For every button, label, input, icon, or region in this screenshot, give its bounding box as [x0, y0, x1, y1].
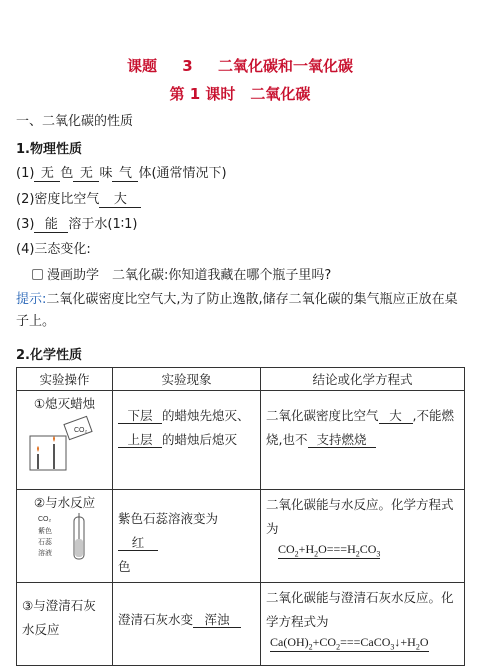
physical-item-4: (4)三态变化: [16, 242, 91, 257]
blank-turbid: 浑浊 [193, 613, 241, 628]
equation-water: $CO_2+H_2O===H_2CO_3$ [278, 542, 381, 559]
blank-greater: 大 [379, 409, 413, 424]
blank-colorless: 无 [34, 167, 60, 182]
table-row [17, 391, 465, 490]
conclusion-cell: 二氧化碳密度比空气 大 ,不能燃烧,也不 支持燃烧 [261, 391, 465, 490]
conclusion-cell: 二氧化碳能与水反应。化学方程式为 $CO_2+H_2O===H_2CO_3$ [261, 490, 465, 583]
blank-gas: 气 [112, 167, 138, 182]
operation-cell [17, 391, 113, 490]
comic-icon [32, 269, 43, 280]
svg-text:溶液: 溶液 [38, 550, 52, 557]
operation-label: ③与澄清石灰水反应 [22, 598, 96, 637]
lesson-number: 课题 3 [127, 57, 193, 75]
operation-label: ②与水反应 [33, 495, 96, 510]
blank-support-combustion: 支持燃烧 [308, 433, 376, 448]
table-row [17, 583, 465, 666]
co2-label: CO₂ [74, 427, 88, 434]
tip-box [16, 289, 464, 333]
svg-text:CO₂: CO₂ [38, 516, 52, 523]
blank-upper: 上层 [118, 433, 162, 448]
section-heading: 一、二氧化碳的性质 [16, 114, 134, 129]
table-header-row [17, 368, 465, 391]
phenomenon-cell: 紫色石蕊溶液变为红 色 [113, 490, 261, 583]
blank-solubility: 能 [34, 218, 68, 233]
conclusion-cell: 二氧化碳能与澄清石灰水反应。化学方程式为 $Ca(OH)_2+CO_2===CaCO_3↓+H_2O$ [261, 583, 465, 666]
chemical-heading: 2.化学性质 [16, 348, 82, 363]
svg-text:石蕊: 石蕊 [38, 539, 52, 546]
operation-cell [17, 490, 113, 583]
col-phenomenon: 实验现象 [113, 368, 261, 391]
table-row [17, 490, 465, 583]
phenomenon-cell: 澄清石灰水变 浑浊 [113, 583, 261, 666]
blank-odorless: 无 [73, 167, 99, 182]
physical-heading: 1.物理性质 [16, 142, 82, 157]
operation-cell [17, 583, 113, 666]
col-conclusion: 结论或化学方程式 [261, 368, 465, 391]
svg-text:紫色: 紫色 [38, 528, 52, 535]
sub-title: 第 1 课时 二氧化碳 [169, 85, 311, 103]
physical-item-1: (1) 无 色 无 味 气 体(通常情况下) [16, 166, 227, 181]
blank-lower: 下层 [118, 409, 162, 424]
physical-item-2: (2)密度比空气 大 [16, 188, 141, 208]
experiment-table [16, 367, 465, 666]
col-operation: 实验操作 [17, 368, 113, 391]
blank-density: 大 [99, 193, 141, 208]
blank-red: 红 [118, 536, 158, 551]
phenomenon-cell: 下层 的蜡烛先熄灭、 上层 的蜡烛后熄灭 [113, 391, 261, 490]
tip-label: 提示: [16, 292, 47, 307]
operation-label: ①熄灭蜡烛 [33, 396, 96, 411]
candle-beaker-illustration [22, 414, 102, 474]
lesson-name: 二氧化碳和一氧化碳 [217, 57, 353, 75]
comic-hint: 漫画助学 二氧化碳:你知道我藏在哪个瓶子里吗? [32, 264, 331, 283]
physical-item-3: (3) 能 溶于水(1∶1) [16, 217, 138, 232]
equation-limewater: $Ca(OH)_2+CO_2===CaCO_3↓+H_2O$ [270, 635, 429, 652]
tip-text: 二氧化碳密度比空气大,为了防止逸散,储存二氧化碳的集气瓶应正放在桌子上。 [16, 292, 458, 329]
test-tube-illustration [22, 513, 102, 563]
lesson-title [0, 55, 480, 76]
